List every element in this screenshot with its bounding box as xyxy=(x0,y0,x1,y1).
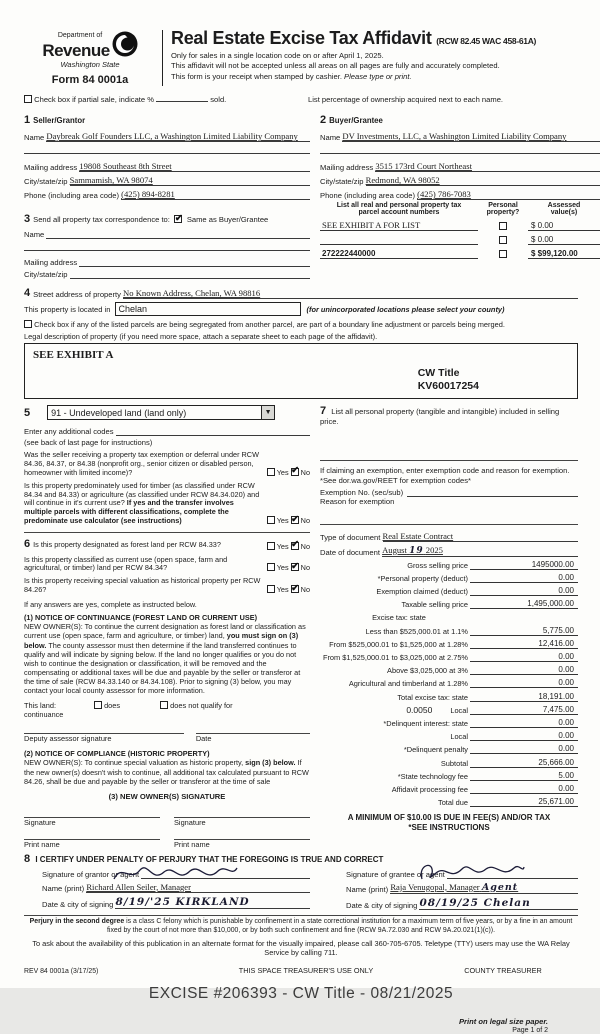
q-no-checkbox[interactable] xyxy=(291,516,299,524)
seller-title: Seller/Grantor xyxy=(33,116,86,125)
tax-row-value[interactable]: 25,666.00 xyxy=(470,758,578,768)
legal-description-label: Legal description of property (if you need more space, attach a separate sheet to each page of the affidavit). xyxy=(24,332,378,341)
form-number: Form 84 0001a xyxy=(51,74,129,86)
ownership-percent-note: List percentage of ownership acquired next to each name. xyxy=(308,95,504,104)
tax-row-value[interactable]: 0.00 xyxy=(470,784,578,794)
tax-row-value[interactable]: 7,475.00 xyxy=(470,705,578,715)
tax-row-label: Total due xyxy=(438,798,468,808)
located-in-note: (for unincorporated locations please select your county) xyxy=(306,304,505,314)
grantor-date-city-field[interactable]: 8/19/'25 KIRKLAND xyxy=(115,896,310,909)
tax-row-value[interactable]: 0.00 xyxy=(470,678,578,688)
tax-row-value[interactable]: 0.00 xyxy=(470,731,578,741)
tax-row-value[interactable]: 0.00 xyxy=(470,652,578,662)
personal-property-col-header: Personal property? xyxy=(486,202,520,216)
does-not-label: does not qualify for xyxy=(170,701,233,711)
buyer-name-field[interactable]: DV Investments, LLC, a Washington Limited Liability Company xyxy=(342,131,600,142)
buyer-section xyxy=(320,110,600,279)
tax-row-value[interactable]: 1495000.00 xyxy=(470,560,578,570)
date-of-document-label: Date of document xyxy=(320,547,380,557)
grantee-handwritten-note: Agent xyxy=(481,881,519,893)
dor-logo-icon xyxy=(112,31,138,62)
same-as-buyer-checkbox[interactable] xyxy=(174,215,182,223)
excise-tax-state-header: Excise tax: state xyxy=(372,613,426,623)
grantor-signature-block xyxy=(24,867,310,910)
tax-correspondence-section xyxy=(24,209,310,227)
assessed-value-field[interactable]: $ 0.00 xyxy=(528,221,600,231)
personal-property-section xyxy=(320,405,578,426)
section-5-number: 5 xyxy=(24,406,31,419)
personal-property-label: List all personal property (tangible and intangible) included in selling price. xyxy=(320,407,560,426)
land-use-section xyxy=(24,405,310,420)
q-yes-checkbox[interactable] xyxy=(267,563,275,571)
page-indicator: Page 1 of 2 xyxy=(512,1026,548,1034)
notice-of-continuance: (1) NOTICE OF CONTINUANCE (FOREST LAND OR CURRENT USE) NEW OWNER(S): To continue the current designation as forest land or classification as current use (open space, farm and agriculture, or timber) land, you must sign on (3) below. The county assessor must then determine if the land transferred continues to qualify and will indicate by signing below. If the land no longer qualifies or you do not wish to continue the designation or classification, it will be removed and the compensating or additional taxes will be due and payable by the seller or transferor at the time of sale (RCW 84.33.140 or 84.34.108). Prior to signing (3) below, you may contact your local county assessor for more information. xyxy=(24,613,306,696)
print-legal-note: Print on legal size paper. xyxy=(458,1016,548,1026)
parcel-number-field[interactable] xyxy=(320,244,478,245)
grantor-date-label: Date & city of signing xyxy=(42,899,114,909)
tax-row-label: Agricultural and timberland at 1.28% xyxy=(348,679,468,689)
forest-land-question: 6 Is this property designated as forest land per RCW 84.33? xyxy=(24,538,221,551)
header-divider xyxy=(162,30,163,86)
seller-name-field[interactable]: Daybreak Golf Founders LLC, a Washington Limited Liability Company xyxy=(46,131,310,142)
legal-description-box[interactable] xyxy=(24,343,578,399)
tax-row-value[interactable]: 25,671.00 xyxy=(470,797,578,807)
tax-row-label: Gross selling price xyxy=(407,560,468,570)
seller-phone-label: Phone (including area code) xyxy=(24,191,119,200)
tax-row-value[interactable]: 5.00 xyxy=(470,771,578,781)
legal-description-value: SEE EXHIBIT A xyxy=(33,349,114,361)
grantee-name-label: Name (print) xyxy=(346,884,389,894)
perjury-note: Perjury in the second degree is a class C felony which is punishable by confinement in a state correctional institution for a maximum term of five years, or by a fine in an amount fixed by the court of not more than $10,000, or by both such confinement and fine (RCW 9A.72.030 and RCW 9A.20.021(1)(c)). xyxy=(29,917,573,934)
q-no-checkbox[interactable] xyxy=(291,563,299,571)
section-4-number: 4 xyxy=(24,287,31,299)
agency-name: Revenue xyxy=(42,40,110,60)
parcel-row xyxy=(320,220,600,231)
land-does-checkbox[interactable] xyxy=(94,701,102,709)
form-header xyxy=(24,26,578,86)
seller-mailing-label: Mailing address xyxy=(24,163,78,172)
timber-agriculture-question: Is this property predominately used for timber (as classified under RCW 84.34 and 84.33) or agriculture (as classified under RCW 84.34.020) and will continue in it's current use? If yes and the transfer involves multiple parcels with different classifications, complete the predominate use calculator (see instructions) xyxy=(24,480,260,526)
partial-sale-percent-field[interactable] xyxy=(156,101,208,102)
seller-city-field[interactable]: Sammamish, WA 98074 xyxy=(70,175,310,186)
q-no-checkbox[interactable] xyxy=(291,585,299,593)
assessed-value-field[interactable]: $ $99,120.00 xyxy=(528,249,600,259)
minimum-due-note: A MINIMUM OF $10.00 IS DUE IN FEE(S) AND/OR TAX *SEE INSTRUCTIONS xyxy=(347,813,551,833)
if-yes-note: If any answers are yes, complete as instructed below. xyxy=(24,600,197,610)
section-1-number: 1 xyxy=(24,114,31,126)
street-address-field[interactable]: No Known Address, Chelan, WA 98816 xyxy=(123,288,343,299)
land-use-dropdown[interactable] xyxy=(47,405,275,420)
correspondence-name-field[interactable] xyxy=(46,238,310,239)
located-in-label: This property is located in xyxy=(24,304,111,314)
street-address-label: Street address of property xyxy=(33,290,121,299)
tax-row-label: *Delinquent penalty xyxy=(403,745,468,755)
type-of-document-field[interactable]: Real Estate Contract xyxy=(383,531,579,542)
section-7-number: 7 xyxy=(320,405,327,417)
section-2-number: 2 xyxy=(320,114,327,126)
header-note-2: This affidavit will not be accepted unless all areas on all pages are fully and accurately completed. xyxy=(171,61,500,70)
buyer-phone-field[interactable]: (425) 786-7083 xyxy=(417,189,600,200)
header-note-3: This form is your receipt when stamped by cashier. Please type or print. xyxy=(171,71,412,81)
seller-section xyxy=(24,110,310,279)
deputy-assessor-signature-label: Deputy assessor signature xyxy=(24,734,112,744)
handwritten-document-day: 19 xyxy=(409,545,424,556)
county-treasurer-label: COUNTY TREASURER xyxy=(464,965,542,975)
buyer-mailing-field[interactable]: 3515 173rd Court Northeast xyxy=(375,161,600,172)
tax-row-label: From $525,000.01 to $1,525,000 at 1.28% xyxy=(329,639,468,649)
this-land-label: This land: xyxy=(24,701,57,711)
segregated-checkbox[interactable] xyxy=(24,320,32,328)
section-3-number: 3 xyxy=(24,213,31,225)
same-as-buyer-label: Same as Buyer/Grantee xyxy=(186,215,269,224)
assessed-value-col-header: Assessed value(s) xyxy=(547,202,581,216)
tax-row-value[interactable]: 0.00 xyxy=(470,586,578,596)
agency-block xyxy=(24,26,156,86)
excise-stamp: EXCISE #206393 - CW Title - 08/21/2025 xyxy=(148,984,454,1002)
form-title-rcw: (RCW 82.45 WAC 458-61A) xyxy=(436,36,537,46)
additional-codes-label: Enter any additional codes xyxy=(24,427,114,436)
buyer-mailing-label: Mailing address xyxy=(320,163,374,172)
grantor-name-field[interactable]: Richard Allen Seiler, Manager xyxy=(86,882,310,893)
correspondence-mailing-field[interactable] xyxy=(79,266,310,267)
exemption-deferral-question: Was the seller receiving a property tax exemption or deferral under RCW 84.36, 84.37, or 84.38 (nonprofit org., senior citizen or disabled person, homeowner with limited income)? xyxy=(24,450,259,477)
q-yes-checkbox[interactable] xyxy=(267,468,275,476)
section-8-number: 8 xyxy=(24,852,31,865)
q-yes-checkbox[interactable] xyxy=(267,542,275,550)
seller-phone-field[interactable]: (425) 894-8281 xyxy=(121,189,310,200)
form-title: Real Estate Excise Tax Affidavit xyxy=(171,28,432,48)
tax-row-label: Taxable selling price xyxy=(401,600,468,610)
header-note-1: Only for sales in a single location code on or after April 1, 2025. xyxy=(171,50,384,60)
accessibility-note: To ask about the availability of this publication in an alternate format for the visually impaired, please call 360-705-6705. Teletype (TTY) users may use the WA Relay Service by calling 711. xyxy=(32,938,570,958)
date-label: Date xyxy=(195,734,212,744)
grantor-sig-label: Signature of grantor or agent xyxy=(42,869,140,879)
tax-row-label: Less than $525,000.01 at 1.1% xyxy=(365,626,468,636)
rev-form-id: REV 84 0001a (3/17/25) xyxy=(24,967,99,975)
tax-row-label: From $1,525,000.01 to $3,025,000 at 2.75% xyxy=(322,653,468,663)
partial-sale-suffix: sold. xyxy=(210,95,227,104)
owner-signature-label: Signature xyxy=(24,817,56,827)
affidavit-page: Department of Revenue Washington State Form 84 0001a Real Estate Excise Tax Affidavit (RCW 82.45 WAC 458-61A) Only for sales in a single location code on or after April 1, 2025. This affidavit will not be accepted unless all areas on all pages are fully and accurately completed. This form is your receipt when stamped by cashier. Please type or print. Check box if partial sale, indicate % sold. List percentage of ownership acquired next to each name. 1 Seller/Grantor Name Daybreak Golf Founders LLC, a Washington Limited Liability Company Mailing address 19808 Southeast 8th Street City/state/zip Sammamish, WA 98074 Phone (including area code) (425) 894-8281 3 Send all property tax correspondence to: ✔ Same as Buyer/Grantee Name Mailing address City/state/zip 2 Buyer/Grantee Name DV Investments, LLC, a Washington Limited Liability Company Mailing address 3515 173rd Court Northeast City/state/zip Redmond, WA 98052 Phone (including area code) (425) 786-7083 List all real and personal property tax parcel account numbers Personal property? Assessed value(s) SEE EXHIBIT A FOR LIST $ 0.00 $ 0.00 272222440000 $ $99,120.00 4 Street address of property No Known Address, Chelan, WA 98816 This property is located in Chelan (for unincorporated locations please select your county) Check box if any of the listed parcels are being segregated from another parcel, are part of a boundary line adjustment or parcels being merged. Legal description of property (if you need more space, attach a separate sheet to each page of the affidavit). SEE EXHIBIT A CW Title KV60017254 5 91 - Undeveloped land (land only) ▼ Enter any additional codes (see back of last page for instructions) Was the seller receiving a property tax exemption or deferral under RCW 84.36, 84.37, or 84.38 (nonprofit org., senior citizen or disabled person, homeowner with limited income)? Yes ✔ No Is this property predominately used for timber (as classified under RCW 84.34 and 84.33) or agriculture (as classified under RCW 84.34.020) and will continue in it's current use? If yes and the transfer involves multiple parcels with different classifications, complete the predominate use calculator (see instructions) Yes ✔ No 6 Is this property designated as forest land per RCW 84.33? Yes ✔ No Is this property classified as current use (open space, farm and agricultural, or timber) land per RCW 84.34? Yes ✔ No Is this property receiving special valuation as historical property per RCW 84.26? Yes ✔ No If any answers are yes, complete as instructed below. (1) NOTICE OF CONTINUANCE (FOREST LAND OR CURRENT USE) NEW OWNER(S): To continue the current designation as forest land or classification as current use (open space, farm and agriculture, or timber) land, you must sign on (3) below. The county assessor must then determine if the land transferred continues to qualify and will indicate by signing below. If the land no longer qualifies or you do not wish to continue the designation or classification, it will be removed and the compensating or additional taxes will be due and payable by the seller or transferor at the time of sale (RCW 84.33.140 or 84.34.108). Prior to signing (3) below, you may contact your local county assessor for more information. This land: does does not qualify for continuance Deputy assessor signature Date (2) NOTICE OF COMPLIANCE (HISTORIC PROPERTY) NEW OWNER(S): To continue special valuation as historic property, sign (3) below. If the new owner(s) doesn't wish to continue, all additional tax calculated pursuant to RCW 84.26, shall be due and payable by the seller or transferor at the time of sale (3) NEW OWNER(S) SIGNATURE Signature Signature Print name Print name 7 List all personal property (tangible and intangible) included in selling price. If claiming an exemption, enter exemption code and reason for exemption. *See dor.wa.gov/REET for exemption codes* Exemption No. (sec/sub) Reason for exemption Type of document Real Estate Contract Date of document August 19 2025 Gross selling price 1495000.00 *Personal property (deduct) 0.00 Exemption claimed (deduct) 0.00 Taxable selling price 1,495,000.00 Excise tax: state Less than $525,000.01 at 1.1% 5,775.00 From $525,000.01 to $1,525,000 at 1.28% 12,416.00 From $1,525,000.01 to $3,025,000 at 2.75% 0.00 Above $3,025,000 at 3% 0.00 Agricultural and timberland at 1.28% 0.00 Total excise tax: state 18,191.00 0.0050 Local 7,475.00 *Delinquent interest: state 0.00 Local 0.00 *Delinquent penalty 0.00 Subtotal 25,666.00 *State technology fee 5.00 Affidavit processing fee 0.00 Total due 25,671.00 A MINIMUM OF $10.00 IS DUE IN FEE(S) AND/OR TAX *SEE INSTRUCTIONS 8 I CERTIFY UNDER PENALTY OF PERJURY THAT THE FOREGOING IS TRUE AND CORRECT Signature of grantor or agent Name (print) Richard Allen Seiler, Manager Date & city of signing 8/19/'25 KIRKLAND Signature of grantee or agent Name (print) Raja Venugopal, Manager Agent Date & city of signing 08/19/25 Chelan Perjury in the second degree is a class C felony which is punishable by confinement in a state correctional institution for a maximum term of five years, or by a fine in an amount fixed by the court of not more than $10,000, or by both such confinement and fine (RCW 9A.72.030 and RCW 9A.20.021(1)(c)). To ask about the availability of this publication in an alternate format for the visually impaired, please call 360-705-6705. Teletype (TTY) users may use the WA Relay Service by calling 711. REV 84 0001a (3/17/25) THIS SPACE TREASURER'S USE ONLY COUNTY TREASURER EXCISE #206393 - CW Title - 08/21/2025 Print on legal size paper. Page 1 of 2 xyxy=(0,0,600,988)
exemption-no-field[interactable] xyxy=(407,496,578,497)
tax-row-value[interactable]: 5,775.00 xyxy=(470,626,578,636)
seller-mailing-field[interactable]: 19808 Southeast 8th Street xyxy=(79,161,310,172)
current-use-question: Is this property classified as current use (open space, farm and agricultural, or timber) land per RCW 84.34? xyxy=(24,554,228,573)
tax-row-value[interactable]: 0.00 xyxy=(470,665,578,675)
grantee-signature-block xyxy=(320,867,578,910)
tax-row-value[interactable]: 1,495,000.00 xyxy=(470,599,578,609)
correspondence-name-field-2[interactable] xyxy=(24,242,310,251)
buyer-city-label: City/state/zip xyxy=(320,177,364,186)
q-yes-checkbox[interactable] xyxy=(267,585,275,593)
buyer-title: Buyer/Grantee xyxy=(329,116,383,125)
certify-statement: I CERTIFY UNDER PENALTY OF PERJURY THAT THE FOREGOING IS TRUE AND CORRECT xyxy=(35,854,384,864)
tax-row-value[interactable]: 0.00 xyxy=(470,573,578,583)
grantor-name-label: Name (print) xyxy=(42,883,85,893)
tax-row-value[interactable]: 18,191.00 xyxy=(470,692,578,702)
treasurer-space-label: THIS SPACE TREASURER'S USE ONLY xyxy=(238,965,374,975)
correspondence-label: Send all property tax correspondence to: xyxy=(33,215,170,224)
tax-row-label: Affidavit processing fee xyxy=(391,784,468,794)
continuance-label: continuance xyxy=(24,710,64,720)
parcel-table xyxy=(320,202,600,259)
see-back-note: (see back of last page for instructions) xyxy=(24,438,153,447)
q-yes-checkbox[interactable] xyxy=(267,516,275,524)
agency-subtitle: Washington State xyxy=(60,60,120,69)
owner-print-name-label: Print name xyxy=(174,839,210,849)
personal-property-checkbox[interactable] xyxy=(499,250,507,258)
parcel-row xyxy=(320,249,600,259)
new-owner-signature-title: (3) NEW OWNER(S) SIGNATURE xyxy=(108,791,226,801)
seller-name-label: Name xyxy=(24,133,45,142)
grantee-signature xyxy=(416,859,526,885)
tax-row-label: Total excise tax: state xyxy=(397,692,468,702)
grantor-signature xyxy=(110,861,240,885)
exemption-no-label: Exemption No. (sec/sub) xyxy=(320,487,404,497)
tax-row-label: Above $3,025,000 at 3% xyxy=(387,666,468,676)
dropdown-arrow-icon[interactable]: ▼ xyxy=(261,406,274,419)
owner-signature-label: Signature xyxy=(174,817,206,827)
segregated-label: Check box if any of the listed parcels are being segregated from another parcel, are part of a boundary line adjustment or parcels being merged. xyxy=(34,320,505,329)
title-company-stamp: CW Title KV60017254 xyxy=(417,367,479,393)
county-select[interactable]: Chelan xyxy=(115,302,301,316)
correspondence-city-label: City/state/zip xyxy=(24,270,68,279)
grantee-date-city-field[interactable]: 08/19/25 Chelan xyxy=(419,897,578,910)
tax-row-label: *Delinquent interest: state xyxy=(383,718,468,728)
tax-row-value[interactable]: 12,416.00 xyxy=(470,639,578,649)
buyer-name-label: Name xyxy=(320,133,341,142)
local-rate-value: 0.0050 xyxy=(406,704,433,715)
date-of-document-field[interactable]: August 19 2025 xyxy=(382,545,578,557)
parcel-row xyxy=(320,235,600,245)
q-no-checkbox[interactable] xyxy=(291,542,299,550)
tax-row-label: 0.0050 Local xyxy=(406,704,468,715)
seller-city-label: City/state/zip xyxy=(24,177,68,186)
personal-property-checkbox[interactable] xyxy=(499,222,507,230)
parcel-col-header: List all real and personal property tax parcel account numbers xyxy=(336,202,462,216)
partial-sale-checkbox[interactable] xyxy=(24,95,32,103)
correspondence-city-field[interactable] xyxy=(70,278,310,279)
notice-of-compliance: (2) NOTICE OF COMPLIANCE (HISTORIC PROPERTY) NEW OWNER(S): To continue special valuation as historic property, sign (3) below. If the new owner(s) doesn't wish to continue, all additional tax calculated pursuant to RCW 84.26, shall be due and payable by the seller or transferor at the time of sale xyxy=(24,749,309,786)
buyer-city-field[interactable]: Redmond, WA 98052 xyxy=(366,175,600,186)
partial-sale-label: Check box if partial sale, indicate % xyxy=(34,95,154,104)
personal-property-checkbox[interactable] xyxy=(499,236,507,244)
certification-section xyxy=(24,853,578,910)
parcel-number-field[interactable]: SEE EXHIBIT A FOR LIST xyxy=(320,220,478,231)
seller-name-field-2[interactable] xyxy=(24,145,310,154)
tax-row-label: Exemption claimed (deduct) xyxy=(376,587,468,597)
correspondence-name-label: Name xyxy=(24,230,45,239)
owner-print-name-label: Print name xyxy=(24,839,60,849)
buyer-name-field-2[interactable] xyxy=(320,145,600,154)
exemption-note: If claiming an exemption, enter exemption code and reason for exemption. *See dor.wa.gov/REET for exemption codes* xyxy=(320,466,570,485)
tax-row-label: Local xyxy=(450,732,468,742)
correspondence-mailing-label: Mailing address xyxy=(24,258,78,267)
tax-computation-table xyxy=(320,560,578,807)
tax-row-label: *State technology fee xyxy=(397,771,468,781)
tax-row-label: Subtotal xyxy=(440,758,468,768)
historical-property-question: Is this property receiving special valuation as historical property per RCW 84.26? xyxy=(24,576,261,595)
property-address-section xyxy=(24,287,578,399)
grantee-date-label: Date & city of signing xyxy=(346,900,418,910)
tax-row-value[interactable]: 0.00 xyxy=(470,744,578,754)
grantee-name-field[interactable]: Raja Venugopal, Manager Agent xyxy=(390,882,578,894)
buyer-phone-label: Phone (including area code) xyxy=(320,191,415,200)
street-address-field-extension[interactable] xyxy=(343,298,578,299)
section-6-number: 6 xyxy=(24,538,31,551)
does-label: does xyxy=(104,701,121,711)
parcel-number-field[interactable]: 272222440000 xyxy=(320,249,478,259)
assessed-value-field[interactable]: $ 0.00 xyxy=(528,235,600,245)
agency-top-label: Department of xyxy=(57,32,103,39)
grantee-sig-label: Signature of grantee or agent xyxy=(346,869,445,879)
land-use-value: 91 - Undeveloped land (land only) xyxy=(51,407,187,418)
land-does-not-checkbox[interactable] xyxy=(160,701,168,709)
additional-codes-field[interactable] xyxy=(116,435,310,436)
reason-for-exemption-label: Reason for exemption xyxy=(320,496,395,506)
q-no-checkbox[interactable] xyxy=(291,468,299,476)
tax-row-label: *Personal property (deduct) xyxy=(377,574,468,584)
tax-row-value[interactable]: 0.00 xyxy=(470,718,578,728)
type-of-document-label: Type of document xyxy=(320,532,381,542)
